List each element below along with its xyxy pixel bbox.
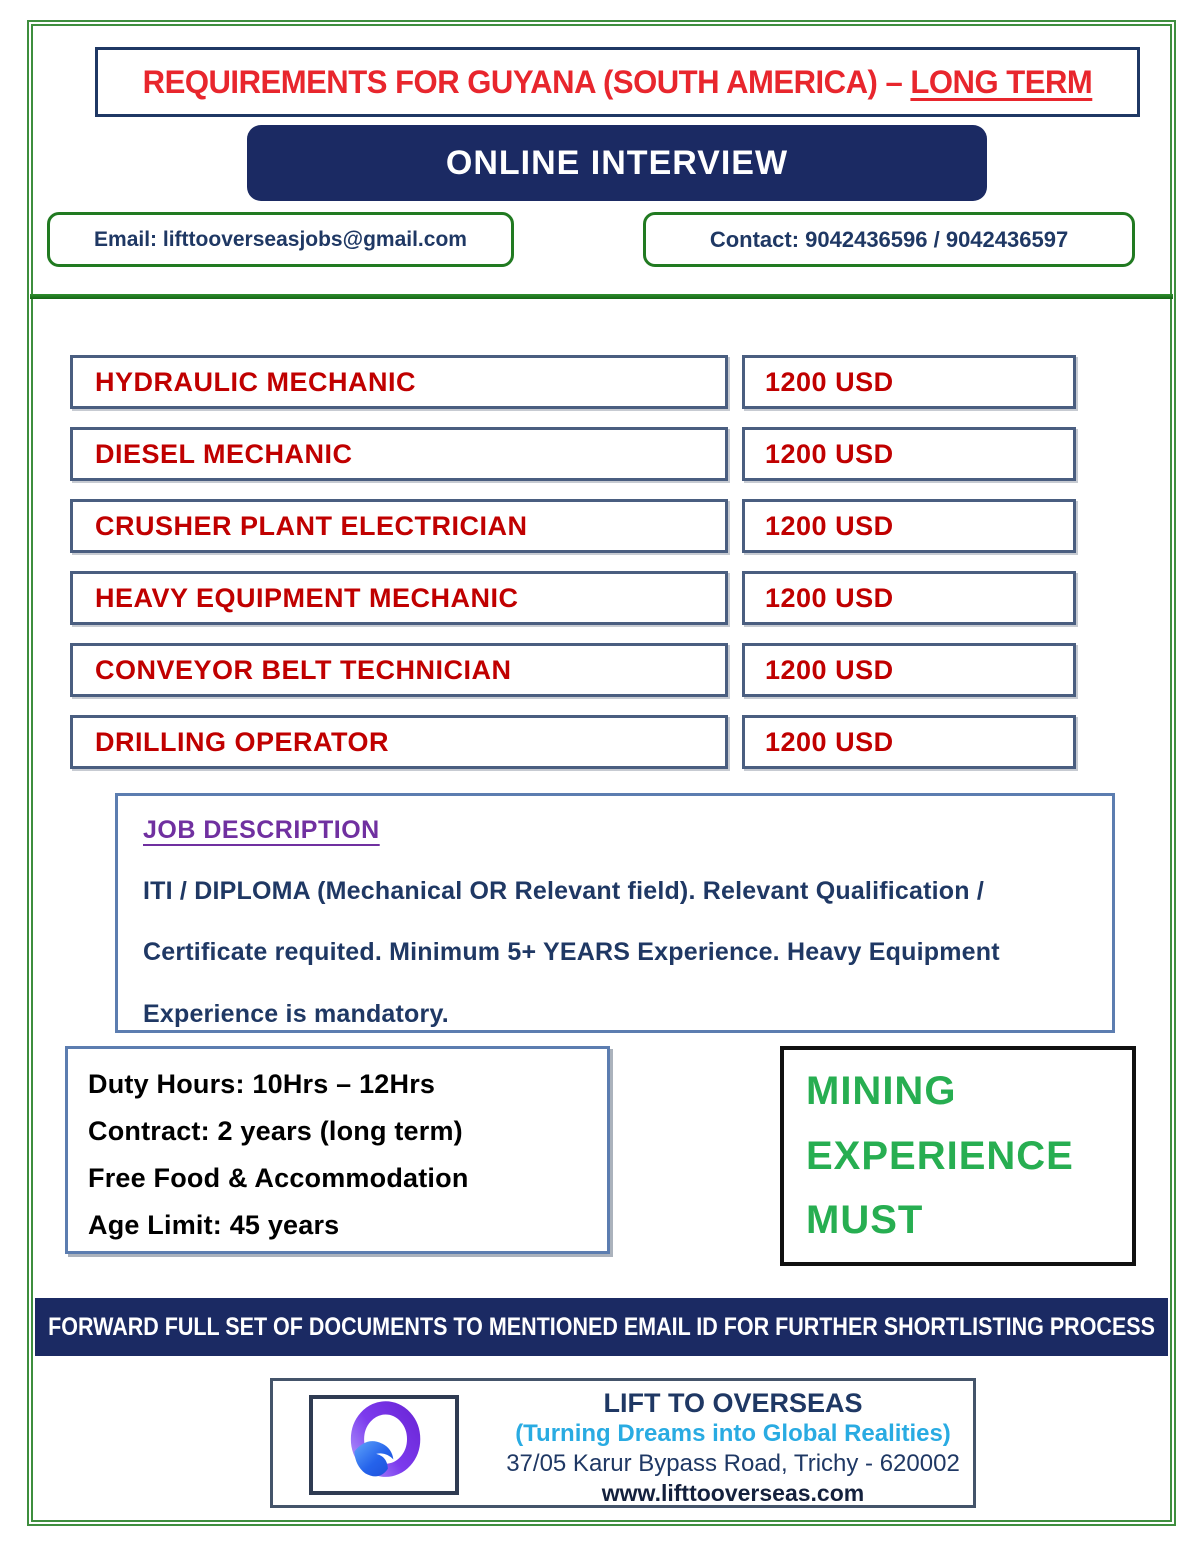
job-title: DRILLING OPERATOR xyxy=(95,726,390,757)
mining-line: MUST xyxy=(806,1197,924,1242)
company-text-block xyxy=(503,1387,963,1508)
job-salary: 1200 USD xyxy=(765,366,894,397)
job-title-box xyxy=(70,643,728,697)
job-salary: 1200 USD xyxy=(765,510,894,541)
job-salary-box xyxy=(742,499,1076,553)
job-salary-box xyxy=(742,643,1076,697)
company-tagline: (Turning Dreams into Global Realities) xyxy=(515,1420,951,1447)
documents-banner xyxy=(35,1298,1168,1356)
company-logo-frame xyxy=(309,1395,459,1495)
job-salary: 1200 USD xyxy=(765,726,894,757)
term-food: Free Food & Accommodation xyxy=(88,1163,469,1193)
online-interview-label: ONLINE INTERVIEW xyxy=(445,143,789,182)
email-box xyxy=(47,212,514,267)
term-duty-hours: Duty Hours: 10Hrs – 12Hrs xyxy=(88,1069,436,1099)
job-title: CONVEYOR BELT TECHNICIAN xyxy=(95,654,512,685)
mining-line: EXPERIENCE xyxy=(806,1133,1074,1178)
documents-banner-label: FORWARD FULL SET OF DOCUMENTS TO MENTIONED EMAIL ID FOR FURTHER SHORTLISTING PROCESS xyxy=(48,1312,1155,1341)
contact-label: Contact: 9042436596 / 9042436597 xyxy=(709,226,1069,252)
mining-note-box xyxy=(780,1046,1136,1266)
wave-ring-logo-icon xyxy=(345,1400,423,1491)
job-title: HEAVY EQUIPMENT MECHANIC xyxy=(95,582,519,613)
job-salary-box xyxy=(742,715,1076,769)
page-title-main: REQUIREMENTS FOR GUYANA (SOUTH AMERICA) – xyxy=(142,63,911,100)
email-label: Email: lifttooverseasjobs@gmail.com xyxy=(94,227,467,251)
terms-box xyxy=(65,1046,610,1254)
job-description-heading: JOB DESCRIPTION xyxy=(143,816,380,844)
contact-box xyxy=(643,212,1135,267)
job-title-box xyxy=(70,427,728,481)
company-card xyxy=(270,1378,976,1508)
job-title: DIESEL MECHANIC xyxy=(95,438,353,469)
online-interview-banner xyxy=(247,125,987,201)
job-salary: 1200 USD xyxy=(765,438,894,469)
job-title: CRUSHER PLANT ELECTRICIAN xyxy=(95,510,528,541)
company-website: www.lifttooverseas.com xyxy=(601,1480,865,1506)
job-title-box xyxy=(70,499,728,553)
mining-line: MINING xyxy=(806,1069,957,1114)
job-description-box xyxy=(115,793,1115,1033)
page-title-highlight: LONG TERM xyxy=(910,63,1093,100)
separator-line xyxy=(30,294,1173,299)
job-title-box xyxy=(70,355,728,409)
job-title: HYDRAULIC MECHANIC xyxy=(95,366,416,397)
job-title-box xyxy=(70,715,728,769)
job-description-text: ITI / DIPLOMA (Mechanical OR Relevant field). Relevant Qualification / Certificate requited. Minimum 5+ YEARS Experience. Heavy Equipment Experience is mandatory. xyxy=(143,877,1000,1028)
job-salary-box xyxy=(742,571,1076,625)
page-title xyxy=(95,47,1140,117)
job-salary-box xyxy=(742,427,1076,481)
company-address: 37/05 Karur Bypass Road, Trichy - 620002 xyxy=(506,1450,960,1477)
job-salary: 1200 USD xyxy=(765,582,894,613)
term-contract: Contract: 2 years (long term) xyxy=(88,1116,463,1146)
company-name: LIFT TO OVERSEAS xyxy=(603,1388,863,1418)
job-salary-box xyxy=(742,355,1076,409)
job-salary: 1200 USD xyxy=(765,654,894,685)
term-age-limit: Age Limit: 45 years xyxy=(88,1210,340,1240)
job-title-box xyxy=(70,571,728,625)
